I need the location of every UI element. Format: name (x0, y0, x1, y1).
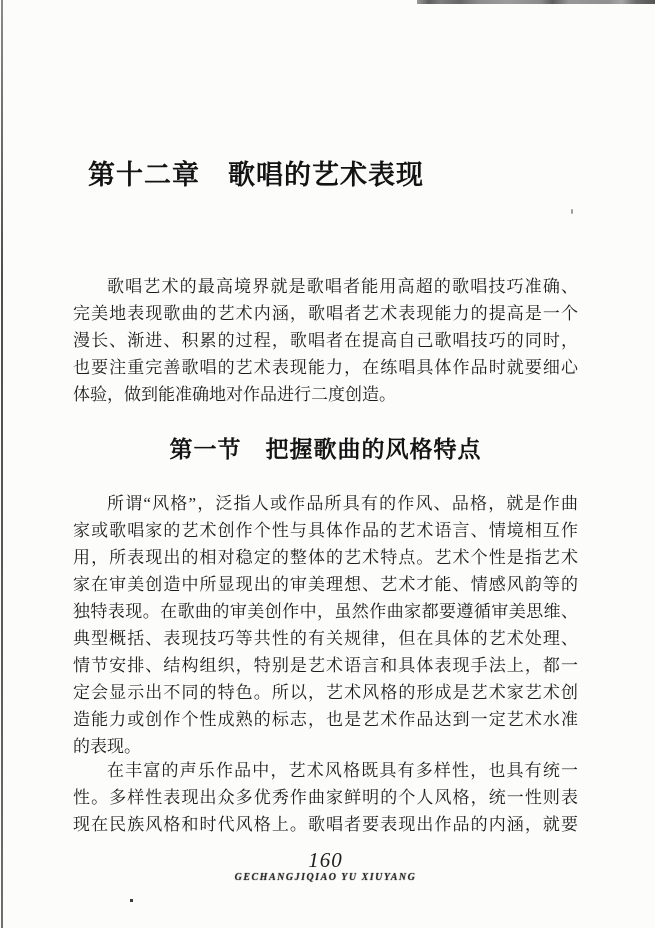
scan-artifact-top-bar (417, 0, 655, 4)
text-line: 性。多样性表现出众多优秀作曲家鲜明的个人风格，统一性则表 (73, 788, 578, 807)
text-line: 所谓“风格”，泛指人或作品所具有的作风、品格，就是作曲 (107, 494, 578, 513)
text-line: 也要注重完善歌唱的艺术表现能力，在练唱具体作品时就要细心 (73, 358, 578, 377)
body-paragraph-style-definition (73, 490, 578, 760)
text-line: 用，所表现出的相对稳定的整体的艺术特点。艺术个性是指艺术 (73, 548, 578, 567)
text-line: 家或歌唱家的艺术创作个性与具体作品的艺术语言、情境相互作 (73, 521, 578, 540)
text-line: 在丰富的声乐作品中，艺术风格既具有多样性，也具有统一 (107, 761, 578, 780)
text-line: 现在民族风格和时代风格上。歌唱者要表现出作品的内涵，就要 (73, 815, 578, 834)
text-line: 完美地表现歌曲的艺术内涵，歌唱者艺术表现能力的提高是一个 (73, 304, 578, 323)
scan-speck (130, 899, 133, 902)
text-line: 的表现。 (73, 737, 141, 756)
text-line: 情节安排、结构组织，特别是艺术语言和具体表现手法上，都一 (73, 656, 578, 675)
text-line: 漫长、渐进、积累的过程，歌唱者在提高自己歌唱技巧的同时， (73, 331, 578, 350)
text-line: 独特表现。在歌曲的审美创作中，虽然作曲家都要遵循审美思维、 (73, 602, 578, 621)
running-title: GECHANGJIQIAO YU XIUYANG (234, 872, 417, 883)
text-line: 家在审美创造中所显现出的审美理想、艺术才能、情感风韵等的 (73, 575, 578, 594)
section-title: 第一节 把握歌曲的风格特点 (169, 436, 482, 462)
chapter-title: 第十二章 歌唱的艺术表现 (88, 160, 424, 190)
page-number: 160 (308, 848, 343, 872)
text-line: 定会显示出不同的特色。所以，艺术风格的形成是艺术家艺术创 (73, 683, 578, 702)
body-paragraph-style-diversity (73, 757, 578, 838)
text-line: 体验，做到能准确地对作品进行二度创造。 (73, 385, 396, 404)
scan-edge-line-left (1, 0, 3, 928)
intro-paragraph (73, 273, 578, 408)
text-line: 歌唱艺术的最高境界就是歌唱者能用高超的歌唱技巧准确、 (107, 277, 578, 296)
text-line: 典型概括、表现技巧等共性的有关规律，但在具体的艺术处理、 (73, 629, 578, 648)
scan-speck (571, 209, 573, 214)
text-line: 造能力或创作个性成熟的标志，也是艺术作品达到一定艺术水准 (73, 710, 578, 729)
